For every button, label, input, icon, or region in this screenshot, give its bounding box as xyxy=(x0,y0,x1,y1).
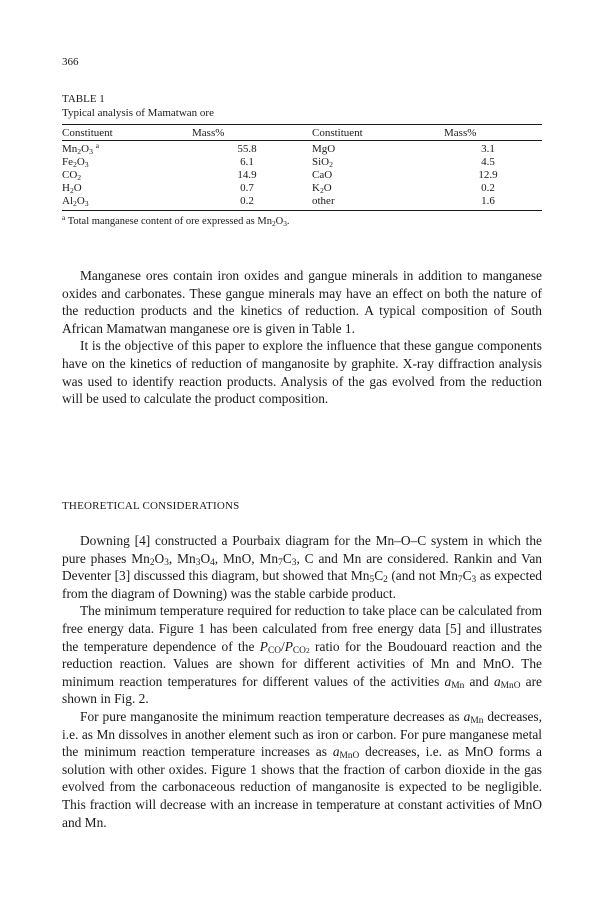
table-row xyxy=(62,141,542,157)
constituent-cell: SiO$_2$ xyxy=(312,156,333,169)
table-row xyxy=(62,156,542,169)
constituent-cell: $H_2O$ xyxy=(62,182,82,195)
header-constituent-1: Constituent xyxy=(62,127,113,139)
table-footnote: $^a$ Total manganese content of ore expressed as $Mn_2O_3$. xyxy=(62,213,290,228)
theory-paragraph-1: Downing [4] constructed a Pourbaix diagram for the Mn–O–C system in which the pure phases $Mn_2O_3$, $Mn_3O_4$, MnO, $Mn_7C_3$, C and Mn are considered. Rankin and Van Deventer [3] discussed this diagram, but showed that $Mn_5C_2$ (and not $Mn_7C_3$ as expected from the diagram of Downing) was the stable carbide product. xyxy=(62,533,543,601)
mass-cell: 55.8 xyxy=(237,143,257,155)
mass-cell: 0.2 xyxy=(481,182,495,194)
constituent-cell: $CO_2$ xyxy=(62,169,82,182)
intro-section xyxy=(62,267,542,408)
mass-cell: 6.1 xyxy=(240,156,254,168)
mass-cell: 14.9 xyxy=(237,169,257,181)
constituent-cell: MgO xyxy=(312,143,336,155)
intro-paragraph-2: It is the objective of this paper to explore the influence that these gangue components have on the kinetics of reduction of manganosite by graphite. X-ray diffraction analysis was used to identify reaction products. Analysis of the gas evolved from the reduction will be used to calculate the product composition. xyxy=(62,338,542,407)
intro-paragraph-1: Manganese ores contain iron oxides and gangue minerals in addition to manganese oxides and carbonates. These gangue minerals may have an effect on both the nature of the reduction products and the kinetics of reduction. A typical composition of South African Mamatwan manganese ore is given in Table 1. xyxy=(62,268,542,336)
constituent-cell: $Fe_2O_3$ xyxy=(62,156,89,169)
mass-cell: 0.2 xyxy=(240,195,254,207)
mass-cell: 1.6 xyxy=(481,195,495,207)
table-row xyxy=(62,182,542,195)
table-row xyxy=(62,195,542,210)
constituent-cell: $Al_2O_3$ xyxy=(62,195,89,208)
section-heading: THEORETICAL CONSIDERATIONS xyxy=(62,500,240,512)
table-label: TABLE 1 xyxy=(62,93,105,105)
constituent-cell: CaO xyxy=(312,169,333,181)
mass-cell: 3.1 xyxy=(481,143,495,155)
mass-cell: 4.5 xyxy=(481,156,495,168)
header-mass-1: Mass% xyxy=(192,127,225,139)
page-number: 366 xyxy=(62,56,79,68)
constituent-cell: $Mn_2O_3$ $^a$ xyxy=(62,141,100,156)
table-header-row xyxy=(62,125,542,141)
table-title: Typical analysis of Mamatwan ore xyxy=(62,107,214,119)
mass-cell: 0.7 xyxy=(240,182,254,194)
theory-paragraph-3: For pure manganosite the minimum reaction temperature decreases as $a_{Mn}$ decreases, i.e. as Mn dissolves in another element such as iron or carbon. For pure manganese metal the minimum reaction temperature increases as $a_{MnO}$ decreases, i.e. as MnO forms a solution with other oxides. Figure 1 shows that the fraction of carbon dioxide in the gas evolved from the carbonaceous reduction of manganosite is expected to be negligible. This fraction will decrease with an increase in temperature at constant activities of MnO and Mn. xyxy=(62,708,543,830)
theory-section xyxy=(62,532,542,831)
theory-paragraph-2: The minimum temperature required for reduction to take place can be calculated from free energy data. Figure 1 has been calculated from free energy data [5] and illustrates the temperature dependence of the $P_{CO}/P_{CO2}$ ratio for the Boudouard reaction and the reduction reaction. Values are shown for different activities of Mn and MnO. The minimum reaction temperatures for different values of the activities $a_{Mn}$ and $a_{MnO}$ are shown in Fig. 2. xyxy=(62,603,543,707)
mass-cell: 12.9 xyxy=(478,169,498,181)
header-constituent-2: Constituent xyxy=(312,127,363,139)
table-bottom-rule xyxy=(62,210,542,211)
table-row xyxy=(62,169,542,182)
table-1 xyxy=(62,92,542,227)
analysis-table xyxy=(62,125,542,210)
header-mass-2: Mass% xyxy=(444,127,477,139)
constituent-cell: other xyxy=(312,195,335,207)
constituent-cell: $K_2O$ xyxy=(312,182,332,195)
